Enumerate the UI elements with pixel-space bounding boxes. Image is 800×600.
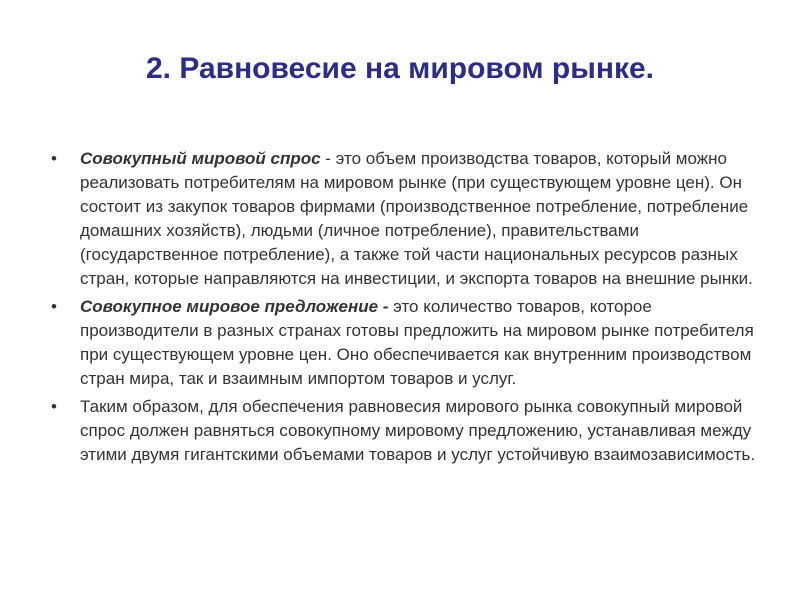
bullet-dot: • <box>51 297 57 316</box>
definition-aggregate-demand: - это объем производства товаров, который можно реализовать потребителям на мировом рынке (при существующем уровне цен). Он состоит из закупок товаров фирмами (производственное потребление, потребление домашних хозяйств), людьми (личное потребление), правительствами (государственное потребление), а также той части национальных ресурсов разных стран, которые направляются на инвестиции, и экспорта товаров на внешние рынки. <box>80 149 753 288</box>
bullet-dot: • <box>51 397 57 416</box>
term-aggregate-demand: Совокупный мировой спрос <box>80 149 321 168</box>
slide-title: 2. Равновесие на мировом рынке. <box>145 52 655 85</box>
term-aggregate-supply: Совокупное мировое предложение - <box>80 297 389 316</box>
definition-aggregate-supply: это количество товаров, которое производители в разных странах готовы предложить на мировом рынке потребителя при существующем уровне цен. Оно обеспечивается как внутренним производством стран мира, так и взаимным импортом товаров и услуг. <box>80 297 754 388</box>
bullet-dot: • <box>51 149 57 168</box>
bullet-aggregate-supply <box>48 295 760 391</box>
conclusion-text: Таким образом, для обеспечения равновесия мирового рынка совокупный мировой спрос должен равняться совокупному мировому предложению, устанавливая между этими двумя гигантскими объемами товаров и услуг устойчивую взаимозависимость. <box>80 397 756 464</box>
bullet-aggregate-demand <box>48 147 760 291</box>
bullet-list <box>48 147 760 471</box>
bullet-conclusion <box>48 395 760 467</box>
